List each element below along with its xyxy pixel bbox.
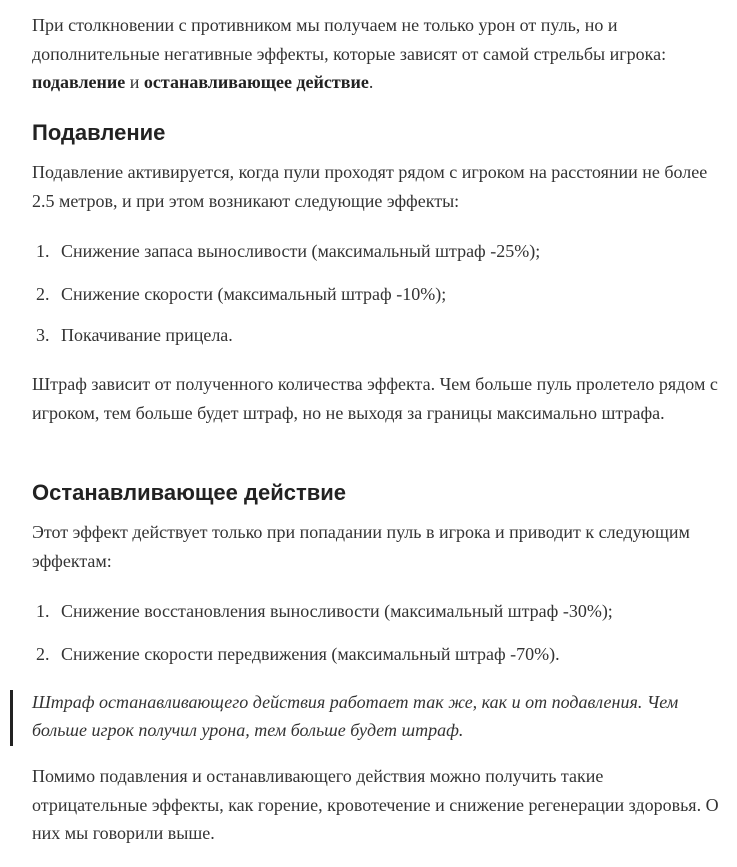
blockquote: Штраф останавливающего действия работает так же, как и от подавления. Чем больше игрок получил урона, тем больше будет штраф. [32,692,679,740]
intro-bold-stopping-power: останавливающее действие [143,72,369,92]
list-item-text: Снижение восстановления выносливости (максимальный штраф -30%); [61,601,613,621]
intro-text-2: и [125,72,144,92]
list-item-text: Покачивание прицела. [61,325,233,345]
stopping-power-description: Этот эффект действует только при попадании пуль в игрока и приводит к следующим эффектам: [32,522,690,571]
suppression-heading: Подавление [32,120,166,145]
suppression-note: Штраф зависит от полученного количества эффекта. Чем больше пуль пролетело рядом с игроком, тем больше будет штраф, но не выходя за границы максимально штрафа. [32,374,718,423]
list-number: 2. [36,284,50,304]
suppression-list-item-1 [32,238,722,264]
blockquote-border [10,690,13,746]
suppression-list-item-2 [32,281,722,307]
intro-paragraph [32,11,722,97]
stopping-power-list-item-1 [32,598,722,624]
list-item-text: Снижение скорости передвижения (максимальный штраф -70%). [61,644,560,664]
list-number: 1. [36,601,50,621]
stopping-power-heading: Останавливающее действие [32,480,347,505]
list-item-text: Снижение запаса выносливости (максимальный штраф -25%); [61,241,541,261]
suppression-list-item-3 [32,322,722,348]
list-number: 2. [36,644,50,664]
intro-bold-suppression: подавление [32,72,126,92]
intro-text-3: . [368,72,374,92]
closing-paragraph: Помимо подавления и останавливающего действия можно получить такие отрицательные эффекты, как горение, кровотечение и снижение регенерации здоровья. О них мы говорили выше. [32,766,719,843]
list-number: 1. [36,241,50,261]
suppression-description: Подавление активируется, когда пули проходят рядом с игроком на расстоянии не более 2.5 метров, и при этом возникают следующие эффекты: [32,162,708,211]
list-number: 3. [36,325,50,345]
intro-text-1: При столкновении с противником мы получаем не только урон от пуль, но и дополнительные негативные эффекты, которые зависят от самой стрельбы игрока: [32,15,667,64]
stopping-power-list-item-2 [32,641,722,667]
list-item-text: Снижение скорости (максимальный штраф -10%); [61,284,447,304]
